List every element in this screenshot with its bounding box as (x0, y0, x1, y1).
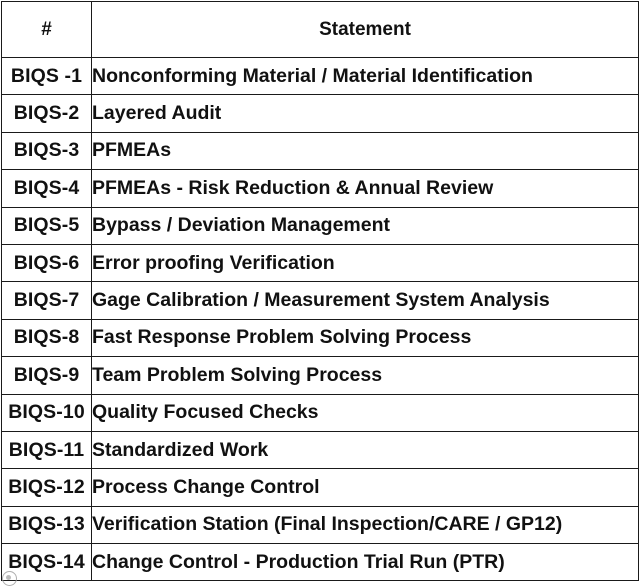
biqs-statement-table (1, 1, 639, 581)
statement-column-header: Statement (92, 2, 639, 58)
row-id: BIQS -1 (2, 58, 92, 95)
row-id: BIQS-11 (2, 431, 92, 468)
row-statement: Layered Audit (92, 95, 639, 132)
row-statement: Gage Calibration / Measurement System Analysis (92, 282, 639, 319)
row-id: BIQS-4 (2, 170, 92, 207)
table-row (2, 282, 639, 319)
table-row (2, 506, 639, 543)
table-row (2, 319, 639, 356)
row-id: BIQS-2 (2, 95, 92, 132)
row-id: BIQS-12 (2, 469, 92, 506)
table-row (2, 132, 639, 169)
table-row (2, 207, 639, 244)
row-id: BIQS-9 (2, 357, 92, 394)
row-id: BIQS-6 (2, 244, 92, 281)
row-statement: Change Control - Production Trial Run (PTR) (92, 544, 639, 581)
row-statement: Quality Focused Checks (92, 394, 639, 431)
table-row (2, 244, 639, 281)
row-statement: Bypass / Deviation Management (92, 207, 639, 244)
table-row (2, 544, 639, 581)
number-column-header: # (2, 2, 92, 58)
table-row (2, 431, 639, 468)
row-statement: Verification Station (Final Inspection/CARE / GP12) (92, 506, 639, 543)
row-statement: Nonconforming Material / Material Identification (92, 58, 639, 95)
row-id: BIQS-14 (2, 544, 92, 581)
row-statement: Error proofing Verification (92, 244, 639, 281)
table-row (2, 469, 639, 506)
row-statement: Fast Response Problem Solving Process (92, 319, 639, 356)
row-id: BIQS-3 (2, 132, 92, 169)
row-statement: PFMEAs - Risk Reduction & Annual Review (92, 170, 639, 207)
header-row (2, 2, 639, 58)
table-row (2, 58, 639, 95)
table-row (2, 95, 639, 132)
row-id: BIQS-5 (2, 207, 92, 244)
row-statement: Process Change Control (92, 469, 639, 506)
row-statement: Team Problem Solving Process (92, 357, 639, 394)
table-row (2, 394, 639, 431)
row-id: BIQS-10 (2, 394, 92, 431)
row-id: BIQS-8 (2, 319, 92, 356)
row-statement: PFMEAs (92, 132, 639, 169)
row-id: BIQS-7 (2, 282, 92, 319)
wechat-logo-icon (2, 571, 17, 586)
row-statement: Standardized Work (92, 431, 639, 468)
table-row (2, 170, 639, 207)
row-id: BIQS-13 (2, 506, 92, 543)
table-row (2, 357, 639, 394)
watermark (2, 571, 17, 586)
